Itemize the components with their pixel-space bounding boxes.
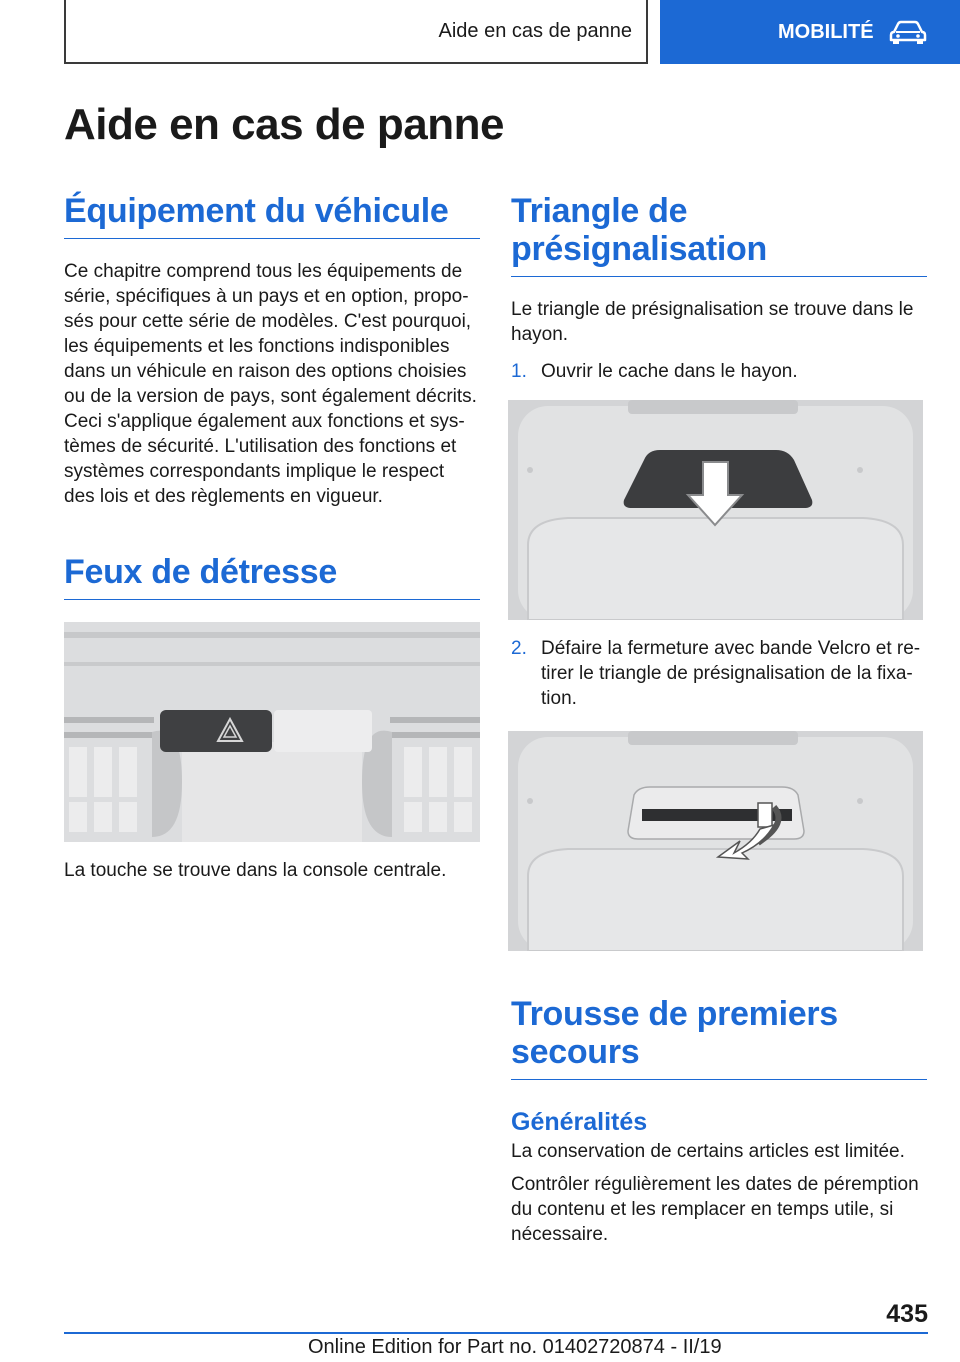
step-2 [511, 636, 927, 711]
first-aid-para-1: La conservation de certains articles est limitée. [511, 1141, 905, 1162]
triangle-removal-illustration [508, 731, 923, 951]
first-aid-para-2: Contrôler régulièrement les dates de péremption du contenu et les remplacer en temps utile, si nécessaire. [511, 1174, 919, 1245]
general-subheading: Généralités [511, 1108, 648, 1136]
step-1 [511, 359, 927, 384]
right-column [511, 192, 927, 1247]
hazard-caption: La touche se trouve dans la console centrale. [64, 860, 447, 881]
step-1-text: Ouvrir le cache dans le hayon. [541, 361, 798, 382]
header-mobility-tab[interactable] [660, 0, 960, 64]
page-title: Aide en cas de panne [64, 100, 504, 149]
tailgate-cover-illustration [508, 400, 923, 620]
header-section-label [64, 0, 648, 64]
equipment-heading: Équipement du véhicule [64, 192, 480, 239]
hazard-heading: Feux de détresse [64, 553, 480, 600]
header-section-text: Aide en cas de panne [438, 19, 632, 42]
first-aid-heading: Trousse de premiers secours [511, 995, 927, 1080]
hazard-button-illustration [64, 622, 480, 842]
page-number: 435 [886, 1300, 928, 1328]
triangle-intro: Le triangle de présignalisation se trouve dans le hayon. [511, 299, 914, 345]
footer-divider [64, 1332, 928, 1334]
header-tab-label: MOBILITÉ [778, 20, 874, 43]
step-1-number: 1. [511, 361, 527, 382]
left-column [64, 192, 480, 883]
triangle-heading: Triangle de présignalisation [511, 192, 927, 277]
car-icon [888, 20, 928, 44]
step-2-number: 2. [511, 638, 527, 659]
step-2-text: Défaire la fermeture avec bande Velcro et re-tirer le triangle de présignalisation de la fixa-tion. [541, 638, 921, 709]
footer-edition: Online Edition for Part no. 01402720874 - II/19 [308, 1336, 722, 1358]
equipment-body: Ce chapitre comprend tous les équipements de série, spécifiques à un pays et en option, propo-sés pour cette série de modèles. C'est pourquoi, les équipements et les fonctions indisponibles dans un véhicule en raison des options choisies ou de la version de pays, sont également décrits. Ceci s'applique également aux fonctions et sys-tèmes de sécurité. L'utilisation des fonctions et systèmes correspondants implique le respect des lois et des règlements en vigueur. [64, 261, 477, 507]
